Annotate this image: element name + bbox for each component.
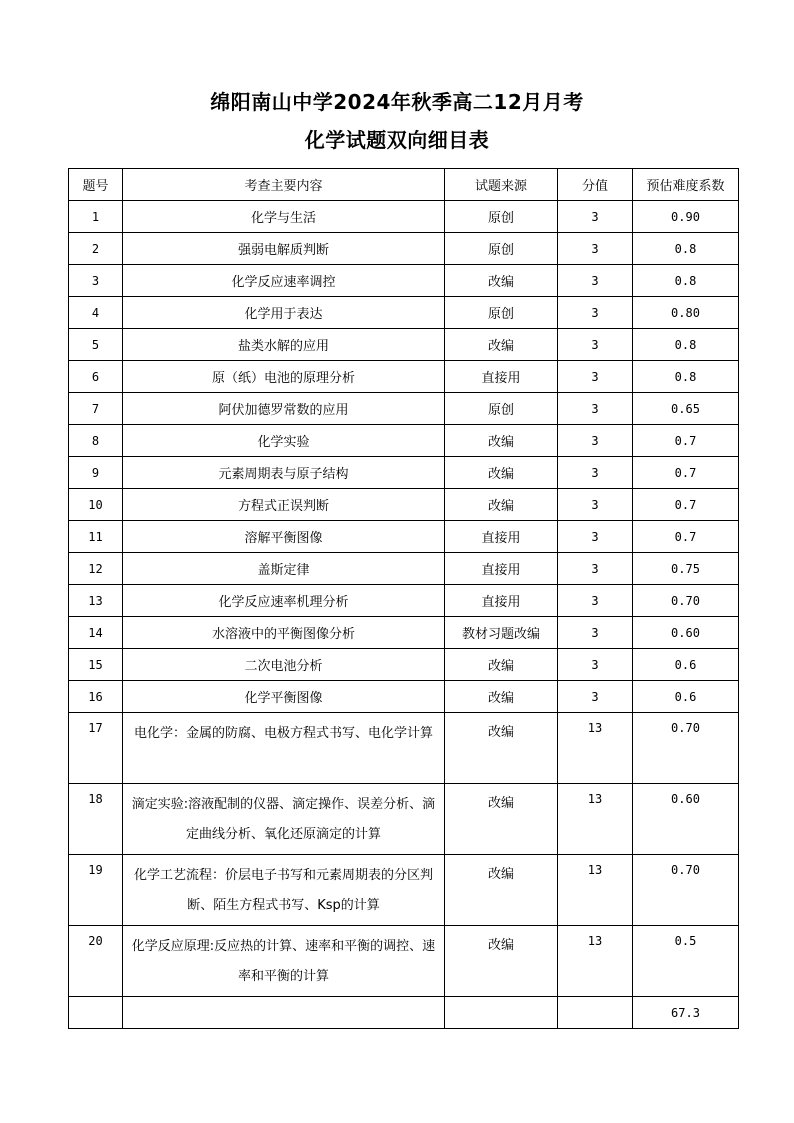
- cell-source: 改编: [445, 681, 558, 713]
- cell-difficulty: 0.7: [633, 457, 739, 489]
- cell-content: 化学反应速率机理分析: [123, 585, 445, 617]
- cell-score: 3: [558, 361, 633, 393]
- cell-content: 化学与生活: [123, 201, 445, 233]
- cell-content: 化学工艺流程：价层电子书写和元素周期表的分区判断、陌生方程式书写、Ksp的计算: [123, 855, 445, 926]
- cell-score: 3: [558, 233, 633, 265]
- cell-source: 改编: [445, 457, 558, 489]
- cell-no: 3: [69, 265, 123, 297]
- column-header-no: 题号: [69, 169, 123, 201]
- cell-source: 原创: [445, 393, 558, 425]
- table-row: [69, 617, 739, 649]
- cell-content: 强弱电解质判断: [123, 233, 445, 265]
- cell-content: 化学反应速率调控: [123, 265, 445, 297]
- cell-difficulty: 0.70: [633, 855, 739, 926]
- cell-difficulty: 0.70: [633, 713, 739, 784]
- cell-no: 11: [69, 521, 123, 553]
- cell-difficulty: 0.8: [633, 265, 739, 297]
- cell-no: 1: [69, 201, 123, 233]
- cell-score: 3: [558, 585, 633, 617]
- cell-difficulty: 0.5: [633, 926, 739, 997]
- cell-score: 3: [558, 425, 633, 457]
- cell-difficulty: 0.8: [633, 233, 739, 265]
- cell-source: 直接用: [445, 521, 558, 553]
- cell-difficulty: 0.65: [633, 393, 739, 425]
- cell-source: 直接用: [445, 585, 558, 617]
- cell-no: 13: [69, 585, 123, 617]
- cell-source: 原创: [445, 297, 558, 329]
- cell-no: 2: [69, 233, 123, 265]
- table-row: [69, 457, 739, 489]
- cell-source: 原创: [445, 233, 558, 265]
- table-row: [69, 713, 739, 784]
- cell-no: 18: [69, 784, 123, 855]
- table-row: [69, 425, 739, 457]
- cell-no: 7: [69, 393, 123, 425]
- cell-score: 13: [558, 926, 633, 997]
- cell-no: 19: [69, 855, 123, 926]
- cell-source: 改编: [445, 265, 558, 297]
- cell-content: 二次电池分析: [123, 649, 445, 681]
- cell-no: 16: [69, 681, 123, 713]
- table-row: [69, 233, 739, 265]
- cell-score: 3: [558, 329, 633, 361]
- cell-content: 盐类水解的应用: [123, 329, 445, 361]
- cell-score: 3: [558, 297, 633, 329]
- cell-source: 改编: [445, 329, 558, 361]
- table-row: [69, 926, 739, 997]
- table-row: [69, 201, 739, 233]
- cell-content: 原（纸）电池的原理分析: [123, 361, 445, 393]
- cell-score: 3: [558, 553, 633, 585]
- cell-source: [445, 997, 558, 1029]
- cell-score: 3: [558, 201, 633, 233]
- cell-content: [123, 997, 445, 1029]
- table-row: [69, 585, 739, 617]
- cell-source: 改编: [445, 425, 558, 457]
- cell-difficulty: 0.70: [633, 585, 739, 617]
- cell-difficulty: 0.7: [633, 425, 739, 457]
- cell-score: 3: [558, 649, 633, 681]
- table-row: [69, 361, 739, 393]
- cell-no: [69, 997, 123, 1029]
- cell-no: 9: [69, 457, 123, 489]
- table-row: [69, 489, 739, 521]
- table-row: [69, 784, 739, 855]
- cell-difficulty: 0.8: [633, 361, 739, 393]
- cell-no: 15: [69, 649, 123, 681]
- table-row: [69, 649, 739, 681]
- total-difficulty: 67.3: [633, 997, 739, 1029]
- column-header-difficulty: 预估难度系数: [633, 169, 739, 201]
- table-row: [69, 297, 739, 329]
- cell-content: 阿伏加德罗常数的应用: [123, 393, 445, 425]
- table-row: [69, 329, 739, 361]
- cell-content: 盖斯定律: [123, 553, 445, 585]
- cell-source: 改编: [445, 855, 558, 926]
- cell-score: 3: [558, 393, 633, 425]
- table-row: [69, 393, 739, 425]
- table-row: [69, 681, 739, 713]
- cell-source: 改编: [445, 489, 558, 521]
- cell-score: 13: [558, 713, 633, 784]
- cell-difficulty: 0.80: [633, 297, 739, 329]
- cell-difficulty: 0.90: [633, 201, 739, 233]
- page-subtitle: 化学试题双向细目表: [304, 128, 490, 152]
- cell-content: 化学平衡图像: [123, 681, 445, 713]
- column-header-source: 试题来源: [445, 169, 558, 201]
- cell-content: 元素周期表与原子结构: [123, 457, 445, 489]
- cell-difficulty: 0.7: [633, 489, 739, 521]
- cell-content: 化学反应原理:反应热的计算、速率和平衡的调控、速率和平衡的计算: [123, 926, 445, 997]
- cell-score: 3: [558, 265, 633, 297]
- cell-difficulty: 0.6: [633, 649, 739, 681]
- cell-difficulty: 0.7: [633, 521, 739, 553]
- cell-source: 教材习题改编: [445, 617, 558, 649]
- cell-source: 改编: [445, 926, 558, 997]
- cell-content: 方程式正误判断: [123, 489, 445, 521]
- cell-score: 13: [558, 855, 633, 926]
- table-row: [69, 521, 739, 553]
- cell-source: 改编: [445, 649, 558, 681]
- cell-source: 改编: [445, 713, 558, 784]
- table-row: [69, 553, 739, 585]
- cell-score: 3: [558, 457, 633, 489]
- cell-content: 电化学：金属的防腐、电极方程式书写、电化学计算: [123, 713, 445, 784]
- cell-no: 14: [69, 617, 123, 649]
- cell-no: 6: [69, 361, 123, 393]
- cell-difficulty: 0.75: [633, 553, 739, 585]
- cell-content: 溶解平衡图像: [123, 521, 445, 553]
- column-header-score: 分值: [558, 169, 633, 201]
- cell-no: 12: [69, 553, 123, 585]
- cell-score: 3: [558, 681, 633, 713]
- cell-difficulty: 0.60: [633, 617, 739, 649]
- cell-score: 13: [558, 784, 633, 855]
- table-row: [69, 855, 739, 926]
- cell-difficulty: 0.60: [633, 784, 739, 855]
- table-row: [69, 265, 739, 297]
- cell-no: 5: [69, 329, 123, 361]
- cell-difficulty: 0.8: [633, 329, 739, 361]
- cell-content: 化学实验: [123, 425, 445, 457]
- cell-no: 4: [69, 297, 123, 329]
- page-title: 绵阳南山中学2024年秋季高二12月月考: [210, 90, 584, 114]
- cell-source: 直接用: [445, 361, 558, 393]
- spec-table: [68, 168, 739, 1029]
- cell-source: 改编: [445, 784, 558, 855]
- cell-content: 化学用于表达: [123, 297, 445, 329]
- cell-source: 原创: [445, 201, 558, 233]
- cell-score: 3: [558, 617, 633, 649]
- cell-content: 水溶液中的平衡图像分析: [123, 617, 445, 649]
- cell-score: 3: [558, 489, 633, 521]
- table-total-row: [69, 997, 739, 1029]
- cell-score: 3: [558, 521, 633, 553]
- cell-no: 20: [69, 926, 123, 997]
- cell-no: 10: [69, 489, 123, 521]
- cell-source: 直接用: [445, 553, 558, 585]
- cell-score: [558, 997, 633, 1029]
- column-header-content: 考查主要内容: [123, 169, 445, 201]
- cell-difficulty: 0.6: [633, 681, 739, 713]
- cell-no: 17: [69, 713, 123, 784]
- cell-no: 8: [69, 425, 123, 457]
- cell-content: 滴定实验:溶液配制的仪器、滴定操作、误差分析、滴定曲线分析、氧化还原滴定的计算: [123, 784, 445, 855]
- table-header-row: [69, 169, 739, 201]
